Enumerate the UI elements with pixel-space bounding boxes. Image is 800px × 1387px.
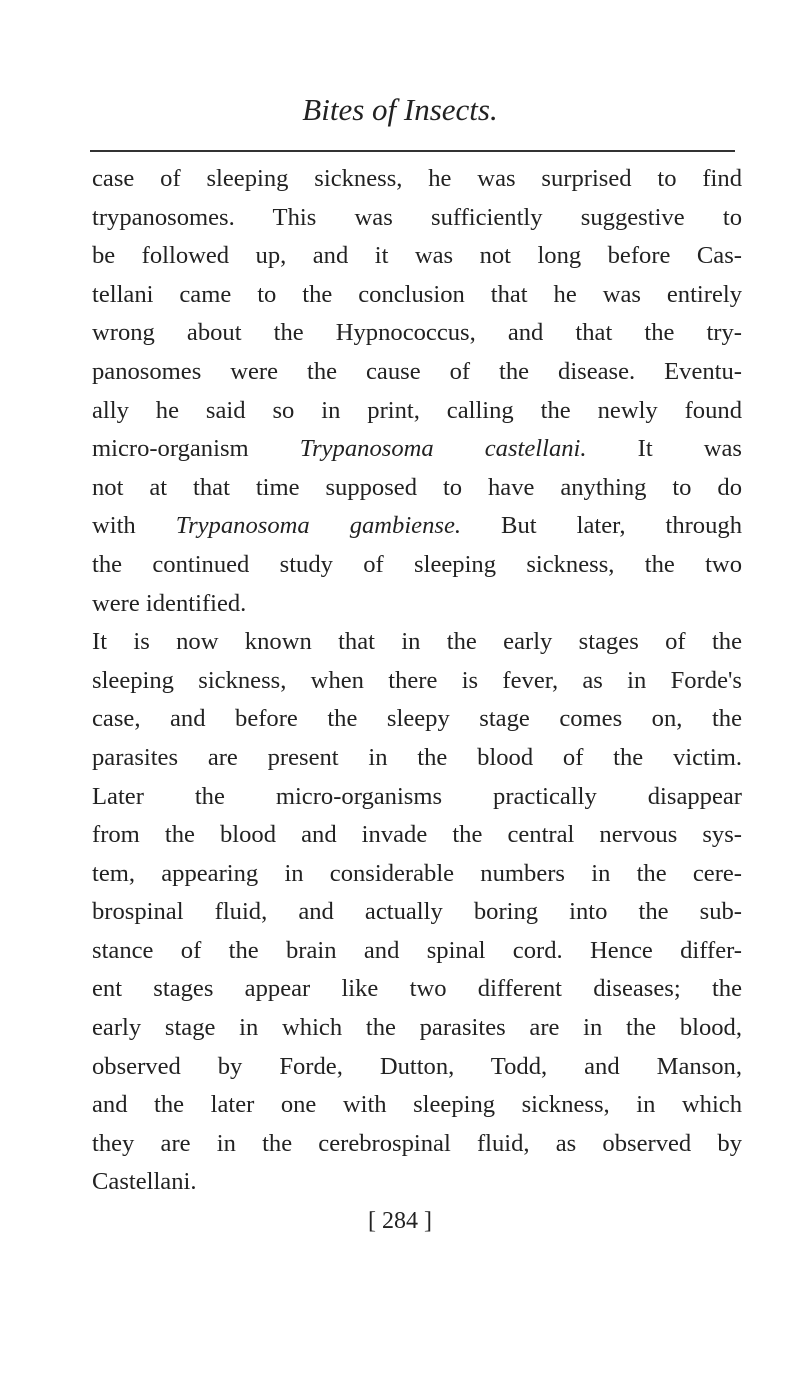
text-line: were identified.: [92, 589, 247, 617]
text-line: sleeping sickness, when there is fever, as in Forde's: [92, 666, 742, 694]
text-line: early stage in which the parasites are in the blood,: [92, 1014, 742, 1042]
text-line: Later the micro-organisms practically disappear: [92, 782, 742, 810]
text-line: brospinal fluid, and actually boring into the sub-: [92, 898, 742, 926]
text-line: It is now known that in the early stages of the: [92, 628, 742, 656]
text-line: wrong about the Hypnococcus, and that the try-: [92, 319, 742, 347]
text-line: from the blood and invade the central nervous sys-: [92, 821, 742, 849]
text-line: they are in the cerebrospinal fluid, as observed by: [92, 1129, 742, 1157]
text-line: and the later one with sleeping sickness, in which: [92, 1091, 742, 1119]
italic-species-name: Trypanosoma gambiense.: [175, 512, 462, 540]
text-line-with-italic: [92, 430, 742, 469]
text-line: ally he said so in print, calling the newly found: [92, 396, 742, 424]
text-line: trypanosomes. This was sufficiently suggestive to: [92, 203, 742, 231]
text-line: case, and before the sleepy stage comes on, the: [92, 705, 742, 733]
text-run: But later, through: [461, 512, 742, 540]
text-run: micro-organism: [92, 435, 300, 463]
text-line: observed by Forde, Dutton, Todd, and Manson,: [92, 1052, 742, 1080]
text-line: be followed up, and it was not long before Cas-: [92, 242, 742, 270]
text-line: tem, appearing in considerable numbers in the cere-: [92, 859, 742, 887]
text-line: panosomes were the cause of the disease. Eventu-: [92, 357, 742, 385]
text-line: tellani came to the conclusion that he was entirely: [92, 280, 742, 308]
page-number: [ 284 ]: [368, 1208, 432, 1234]
header-rule: [90, 150, 735, 152]
text-line: not at that time supposed to have anything to do: [92, 473, 742, 501]
text-line: parasites are present in the blood of the victim.: [92, 743, 742, 771]
text-line-with-italic: [92, 507, 742, 546]
running-title: Bites of Insects.: [302, 92, 498, 127]
text-line: case of sleeping sickness, he was surprised to find: [92, 165, 742, 192]
text-line: stance of the brain and spinal cord. Hence differ-: [92, 936, 742, 964]
text-line: ent stages appear like two different diseases; the: [92, 975, 742, 1003]
body-text: [92, 160, 742, 1202]
text-line: Castellani.: [92, 1168, 197, 1196]
text-line: the continued study of sleeping sickness, the two: [92, 550, 742, 578]
text-run: with: [92, 512, 176, 540]
text-run: It was: [586, 435, 743, 463]
italic-species-name: Trypanosoma castellani.: [299, 435, 587, 463]
